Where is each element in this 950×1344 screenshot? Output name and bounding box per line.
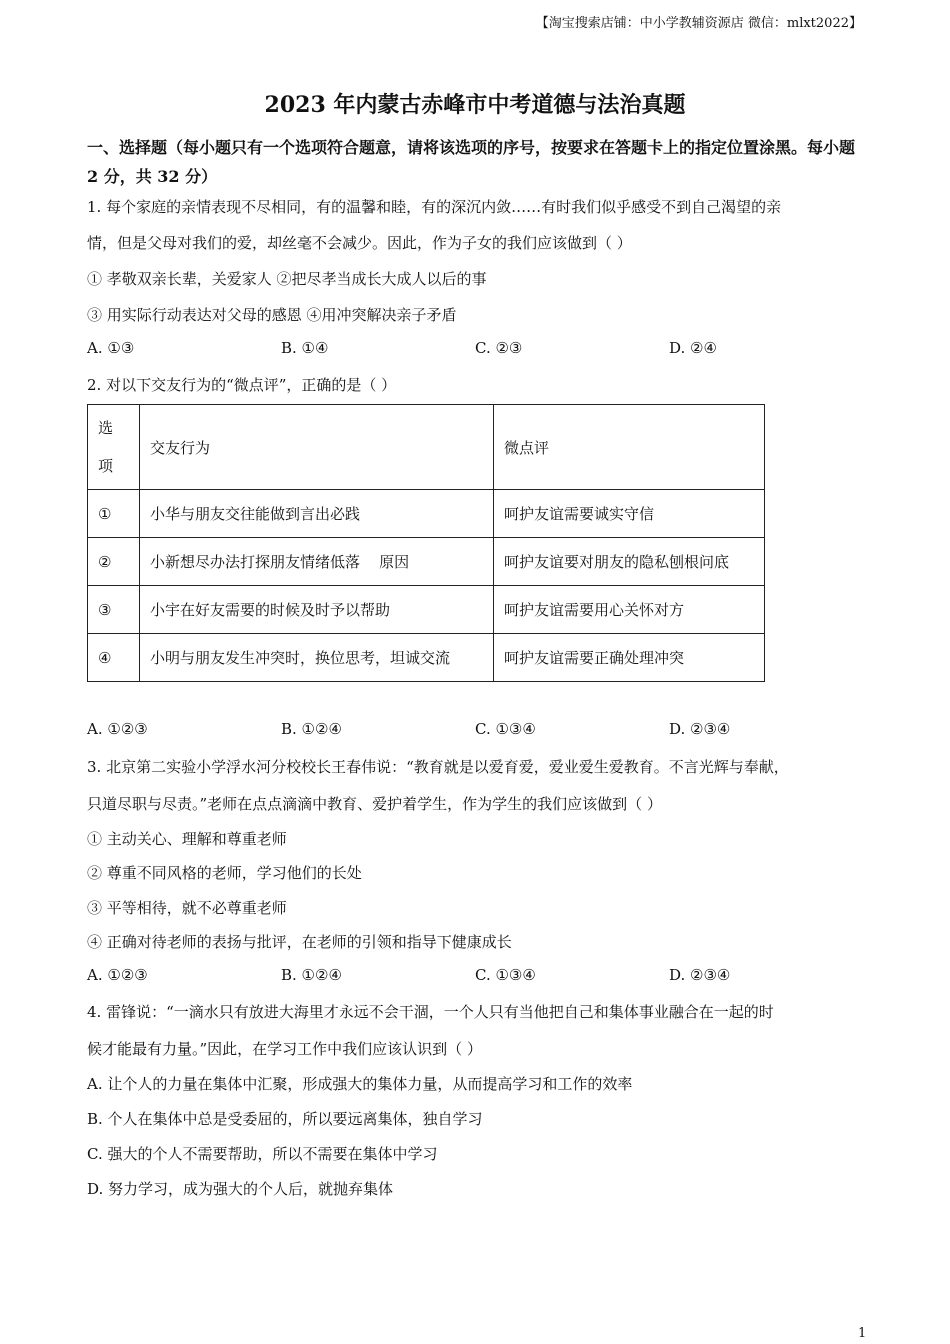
- table-header-cell: 选项: [88, 405, 140, 490]
- q1-option-d: D. ②④: [669, 339, 717, 357]
- q3-option-b: B. ①②④: [281, 966, 342, 984]
- section-heading: 一、选择题（每小题只有一个选项符合题意，请将该选项的序号，按要求在答题卡上的指定位置涂黑。每小题 2 分，共 32 分）: [87, 138, 856, 186]
- q2-table: [87, 404, 765, 682]
- q1-items-line1: ① 孝敬双亲长辈，关爱家人 ②把尽孝当成长大成人以后的事: [87, 270, 487, 288]
- table-cell: 小宇在好友需要的时候及时予以帮助: [140, 586, 494, 634]
- q3-stem-line2: 只道尽职与尽责。”老师在点点滴滴中教育、爱护着学生，作为学生的我们应该做到（ ）: [87, 795, 662, 813]
- q4-choice-c: C. 强大的个人不需要帮助，所以不需要在集体中学习: [87, 1145, 438, 1163]
- q1-option-b: B. ①④: [281, 339, 329, 357]
- q2-option-d: D. ②③④: [669, 720, 731, 738]
- q3-item: ④ 正确对待老师的表扬与批评，在老师的引领和指导下健康成长: [87, 933, 512, 951]
- table-header-row: [88, 405, 765, 490]
- table-cell: 呵护友谊需要诚实守信: [494, 490, 765, 538]
- table-row: [88, 634, 765, 682]
- q2-option-a: A. ①②③: [87, 720, 148, 738]
- table-row: [88, 538, 765, 586]
- q4-stem-line1: 4. 雷锋说：“一滴水只有放进大海里才永远不会干涸，一个人只有当他把自己和集体事业融合在一起的时: [87, 1003, 774, 1021]
- table-cell: ②: [88, 538, 140, 586]
- q3-option-d: D. ②③④: [669, 966, 731, 984]
- q3-stem-line1: 3. 北京第二实验小学浮水河分校校长王春伟说：“教育就是以爱育爱，爱业爱生爱教育。不言光辉与奉献，: [87, 758, 789, 776]
- table-row: [88, 490, 765, 538]
- q4-stem-line2: 候才能最有力量。”因此，在学习工作中我们应该认识到（ ）: [87, 1040, 482, 1058]
- table-header-cell: 微点评: [494, 405, 765, 490]
- q4-choice-a: A. 让个人的力量在集体中汇聚，形成强大的集体力量，从而提高学习和工作的效率: [87, 1075, 633, 1093]
- table-cell: ③: [88, 586, 140, 634]
- q3-item: ② 尊重不同风格的老师，学习他们的长处: [87, 864, 362, 882]
- table-cell: ④: [88, 634, 140, 682]
- q1-option-c: C. ②③: [475, 339, 523, 357]
- q1-option-a: A. ①③: [87, 339, 135, 357]
- table-cell: ①: [88, 490, 140, 538]
- q1-items-line2: ③ 用实际行动表达对父母的感恩 ④用冲突解决亲子矛盾: [87, 306, 457, 324]
- table-cell: 小华与朋友交往能做到言出必践: [140, 490, 494, 538]
- table-cell: 呵护友谊需要用心关怀对方: [494, 586, 765, 634]
- q1-stem-line1: 1. 每个家庭的亲情表现不尽相同，有的温馨和睦，有的深沉内敛……有时我们似乎感受不到自己渴望的亲: [87, 198, 782, 216]
- table-row: [88, 586, 765, 634]
- page-number: 1: [858, 1326, 867, 1341]
- q4-choice-b: B. 个人在集体中总是受委屈的，所以要远离集体，独自学习: [87, 1110, 483, 1128]
- q2-option-b: B. ①②④: [281, 720, 342, 738]
- table-cell: 小明与朋友发生冲突时，换位思考，坦诚交流: [140, 634, 494, 682]
- q3-option-c: C. ①③④: [475, 966, 536, 984]
- table-cell: 小新想尽办法打探朋友情绪低落 原因: [140, 538, 494, 586]
- q4-choice-d: D. 努力学习，成为强大的个人后，就抛弃集体: [87, 1180, 394, 1198]
- header-note: 【淘宝搜索店铺：中小学教辅资源店 微信：mlxt2022】: [535, 16, 862, 31]
- q2-option-c: C. ①③④: [475, 720, 536, 738]
- table-header-cell: 交友行为: [140, 405, 494, 490]
- q2-stem: 2. 对以下交友行为的“微点评”，正确的是（ ）: [87, 376, 397, 394]
- q1-stem-line2: 情，但是父母对我们的爱，却丝毫不会减少。因此，作为子女的我们应该做到（ ）: [87, 234, 632, 252]
- q3-item: ③ 平等相待，就不必尊重老师: [87, 899, 287, 917]
- table-cell: 呵护友谊要对朋友的隐私刨根问底: [494, 538, 765, 586]
- q3-item: ① 主动关心、理解和尊重老师: [87, 830, 287, 848]
- page-title: 2023 年内蒙古赤峰市中考道德与法治真题: [264, 92, 686, 118]
- table-cell: 呵护友谊需要正确处理冲突: [494, 634, 765, 682]
- q3-option-a: A. ①②③: [87, 966, 148, 984]
